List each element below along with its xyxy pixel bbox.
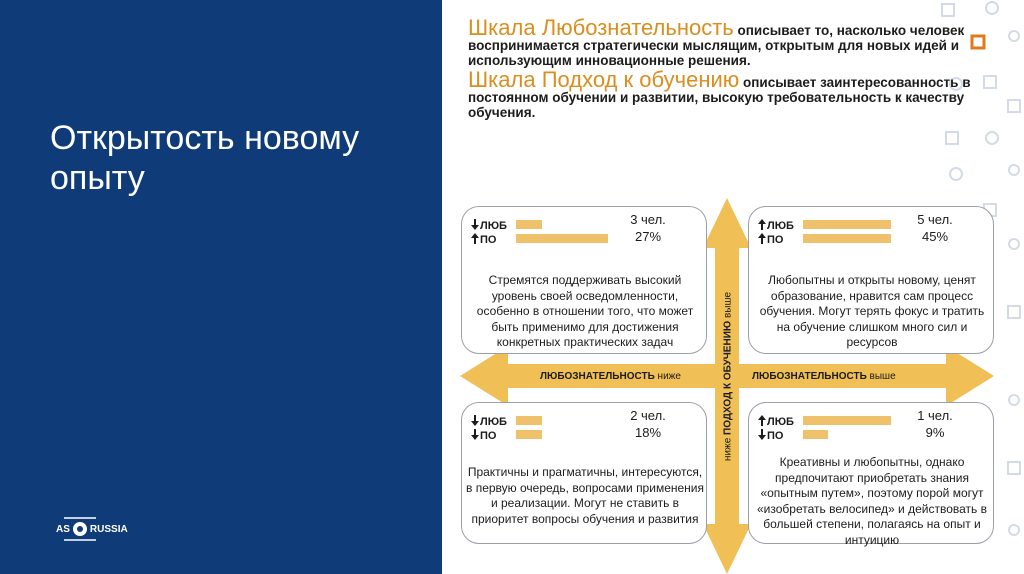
intro-curiosity [468,15,988,68]
po-bar [803,234,891,243]
quadrant-stat [895,407,975,441]
quadrant-bottom-left [461,402,707,544]
quadrant-top-right [748,206,994,354]
logo-text-russia: RUSSIA [89,523,128,535]
po-bar [516,234,608,243]
quadrant-top-left [461,206,707,354]
intro-learning [468,67,988,120]
logo-bracket-icon [62,516,98,542]
po-bar [516,430,542,439]
po-label: ПО [471,233,507,247]
lub-label: ЛЮБ [471,415,507,429]
scale-labels [471,415,507,443]
quadrant-stat [608,407,688,441]
axis-curiosity-high: ЛЮБОЗНАТЕЛЬНОСТЬ выше [752,371,896,382]
curiosity-scale-heading: Шкала Любознательность [468,15,734,40]
learning-scale-description: описывает заинтересованность в постоянном обучении и развитии, высокую требовательность к качеству обучения. [468,75,971,120]
percent: 27% [634,229,662,244]
quadrant-stat [608,211,688,245]
count: 3 чел. [630,212,666,227]
count: 2 чел. [630,408,666,423]
intro-text [468,15,988,124]
axis-learning: ниже ПОДХОД К ОБУЧЕНИЮ выше [722,291,734,462]
lub-label: ЛЮБ [758,219,794,233]
lub-bar [803,416,891,425]
po-bar [803,430,828,439]
count: 1 чел. [917,408,953,423]
lub-bar [516,220,542,229]
percent: 18% [634,425,662,440]
lub-bar [516,416,542,425]
quadrant-description: Стремятся поддерживать высокий уровень своей осведомленности, особенно в отношении того, что может быть применимо для достижения конкретных практических задач [476,273,694,349]
scale-labels [758,219,794,247]
quadrant-bottom-right [748,402,994,547]
count: 5 чел. [917,212,953,227]
quadrant-description: Любопытны и открыты новому, ценят образование, нравится сам процесс обучения. Могут терять фокус и тратить на обучение слишком много сил и ресурсов [759,273,985,349]
quadrant-stat [895,211,975,245]
learning-scale-heading: Шкала Подход к обучению [468,67,740,92]
logo-text-as: AS [56,523,70,535]
po-label: ПО [758,429,794,443]
percent: 45% [921,229,949,244]
curiosity-scale-description: описывает то, насколько человек воспринимается стратегически мыслящим, открытым для новых идей и использующим инновационные решения. [468,23,965,68]
po-label: ПО [471,429,507,443]
quadrant-description: Практичны и прагматичны, интересуются, в первую очередь, вопросами применения и реализации. Могут не ставить в приоритет вопросы обучения и развития [466,465,704,526]
lub-label: ЛЮБ [471,219,507,233]
scale-labels [758,415,794,443]
po-label: ПО [758,233,794,247]
quadrant-description: Креативны и любопытны, однако предпочитают приобретать знания «опытным путем», поэтому порой могут «изобретать велосипед» и действовать в большей степени, полагаясь на опыт и интуицию [757,455,987,547]
lub-label: ЛЮБ [758,415,794,429]
lub-bar [803,220,891,229]
scale-labels [471,219,507,247]
slide-title: Открытость новому опыту [50,119,360,197]
percent: 9% [925,425,945,440]
left-panel [0,0,442,574]
axis-curiosity-low: ЛЮБОЗНАТЕЛЬНОСТЬ ниже [540,371,681,382]
